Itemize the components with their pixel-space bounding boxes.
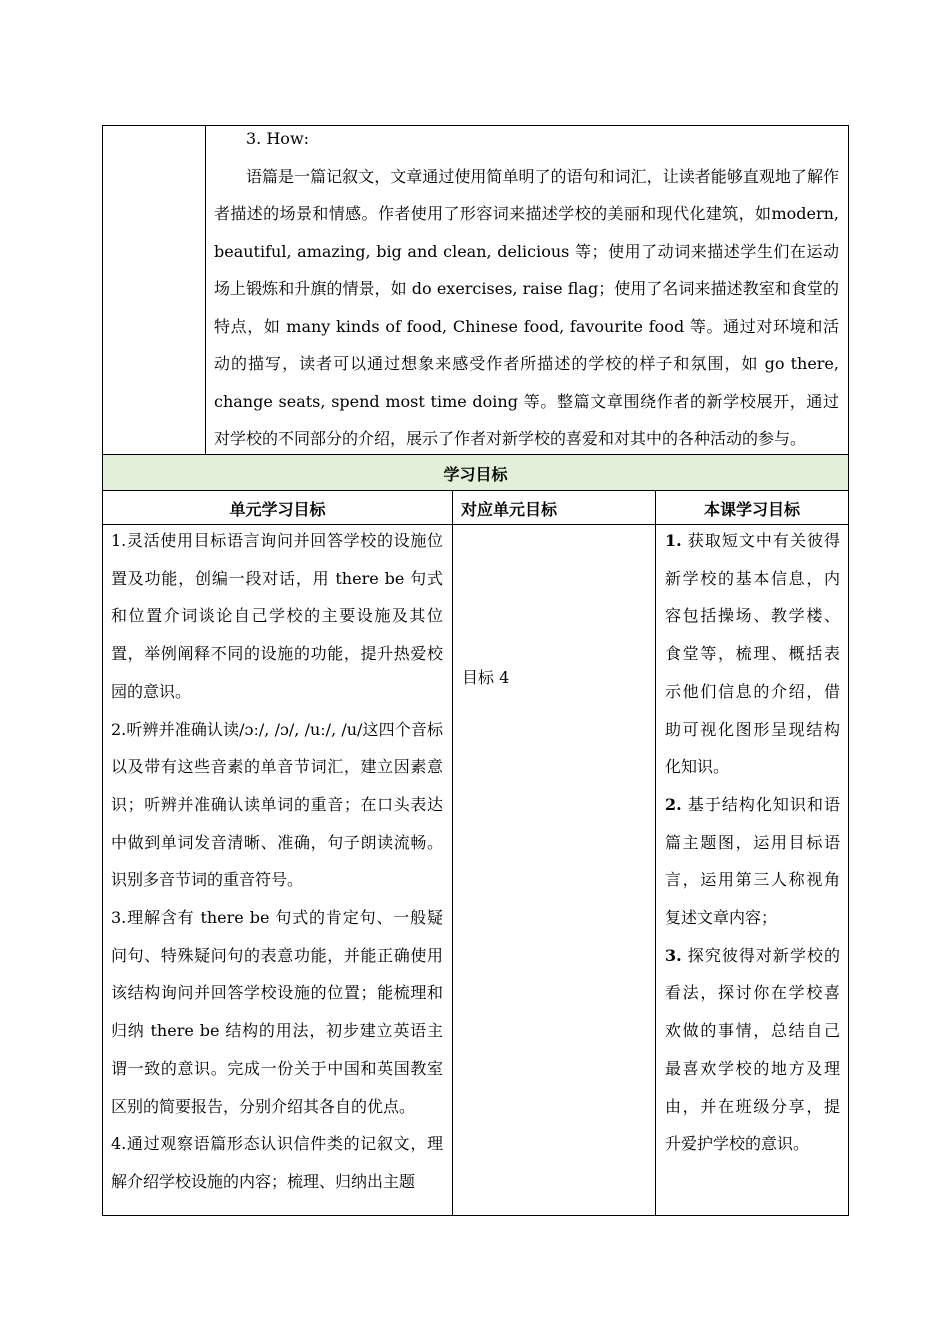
lesson-goal-3: [665, 937, 840, 1163]
unit-goal-3: 3.理解含有 there be 句式的肯定句、一般疑问句、特殊疑问句的表意功能，并能正确使用该结构询问并回答学校设施的位置；能梳理和归纳 there be 结构的用法，初步建立英语主谓一致的意识。完成一份关于中国和英国教室区别的简要报告，分别介绍其各自的优点。: [111, 908, 443, 1116]
matched-goal-cell: 目标 4: [462, 668, 510, 687]
how-heading: 3. How:: [246, 129, 310, 148]
unit-goals-cell: [111, 522, 443, 1201]
lesson-goal-1-text: 获取短文中有关彼得新学校的基本信息，内容包括操场、教学楼、食堂等，梳理、概括表示他们信息的介绍，借助可视化图形呈现结构化知识。: [665, 531, 840, 777]
lesson-goals-cell: [665, 522, 840, 1163]
how-paragraph: 语篇是一篇记叙文，文章通过使用简单明了的语句和词汇，让读者能够直观地了解作者描述的场景和情感。作者使用了形容词来描述学校的美丽和现代化建筑，如modern, beautiful, amazing, big and clean, delicious 等；使用了动词来描述学生们在运动场上锻炼和升旗的情景，如 do exercises, raise flag；使用了名词来描述教室和食堂的特点，如 many kinds of food, Chinese food, favourite food 等。通过对环境和活动的描写，读者可以通过想象来感受作者所描述的学校的样子和氛围，如 go there, change seats, spend most time doing 等。整篇文章围绕作者的新学校展开，通过对学校的不同部分的介绍，展示了作者对新学校的喜爱和对其中的各种活动的参与。: [214, 166, 839, 448]
col-divider-1: [452, 490, 453, 1216]
unit-goal-4: 4.通过观察语篇形态认识信件类的记叙文，理解介绍学校设施的内容；梳理、归纳出主题: [111, 1134, 443, 1191]
lesson-goal-1: [665, 522, 840, 786]
col-header-lesson-goals: 本课学习目标: [703, 500, 800, 519]
col-header-unit-goals: 单元学习目标: [229, 500, 326, 519]
how-section: [214, 120, 839, 458]
lesson-goal-2-num: 2.: [665, 794, 682, 814]
col-divider-2: [655, 490, 656, 1216]
lesson-goal-3-text: 探究彼得对新学校的看法，探讨你在学校喜欢做的事情，总结自己最喜欢学校的地方及理由，并在班级分享，提升爱护学校的意识。: [665, 945, 840, 1154]
lesson-goal-1-num: 1.: [665, 531, 682, 550]
unit-goal-2: 2.听辨并准确认读/ɔː/, /ɔ/, /uː/, /u/这四个音标以及带有这些音素的单音节词汇，建立因素意识；听辨并准确认读单词的重音；在口头表达中做到单词发音清晰、准确，句子朗读流畅。识别多音节词的重音符号。: [111, 719, 443, 890]
objectives-header: 学习目标: [443, 465, 508, 484]
lesson-goal-2-text: 基于结构化知识和语篇主题图，运用目标语言，运用第三人称视角复述文章内容；: [665, 794, 840, 928]
unit-goal-1: 1.灵活使用目标语言询问并回答学校的设施位置及功能，创编一段对话，用 there be 句式和位置介词谈论自己学校的主要设施及其位置，举例阐释不同的设施的功能，提升热爱校园的意识。: [111, 531, 443, 701]
col-header-matched-goal: 对应单元目标: [461, 500, 558, 519]
rule-below-objectives: [102, 490, 849, 491]
lesson-goal-3-num: 3.: [665, 945, 682, 965]
lesson-goal-2: [665, 786, 840, 937]
top-row-divider: [205, 125, 206, 454]
